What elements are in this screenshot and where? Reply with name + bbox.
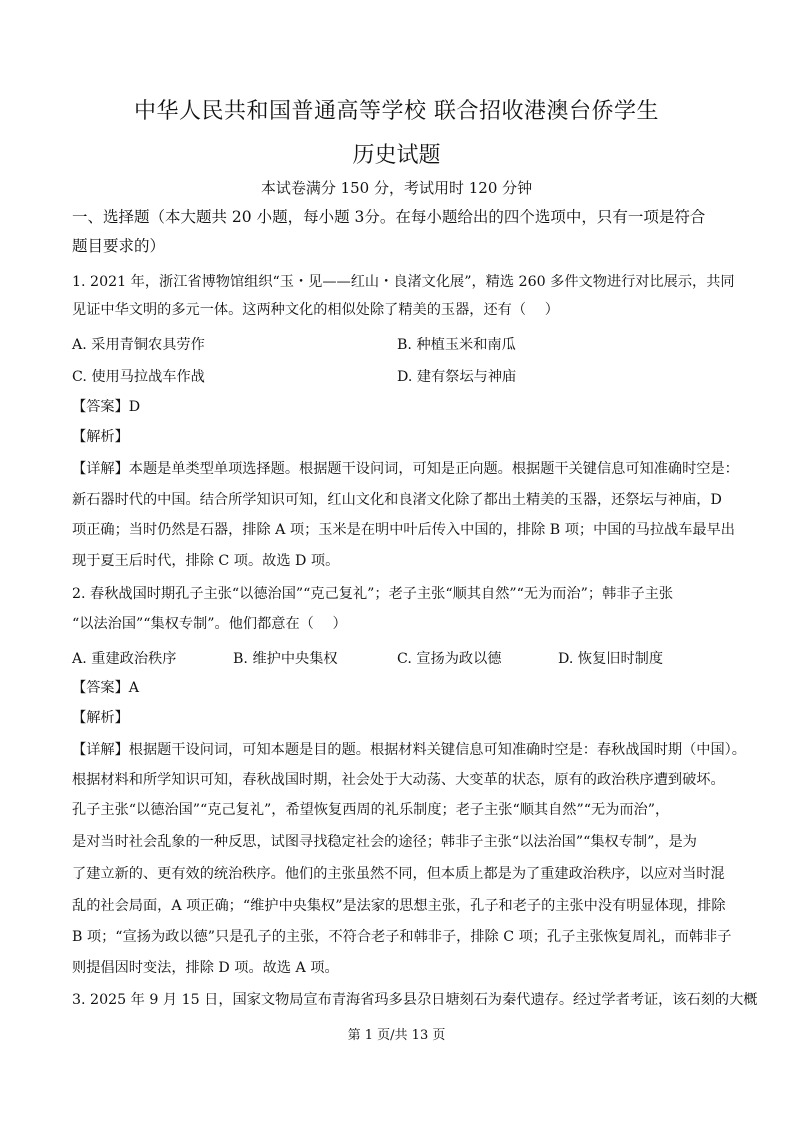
q2-stem-line2: “以法治国”“集权专制”。他们都意在（ ） xyxy=(72,616,347,632)
q2-analysis-label: 【解析】 xyxy=(72,710,129,726)
q2-option-c: C. 宣扬为政以德 xyxy=(397,651,502,667)
q1-stem-line1: 1. 2021 年，浙江省博物馆组织“玉・见——红山・良渚文化展”，精选 260 多件文物进行对比展示，共同 xyxy=(72,274,735,290)
q2-detail-line2: 根据材料和所学知识可知，春秋战国时期，社会处于大动荡、大变革的状态，原有的政治秩序遭到破坏。 xyxy=(72,772,725,788)
q1-option-a: A. 采用青铜农具劳作 xyxy=(72,337,205,353)
q2-option-b: B. 维护中央集权 xyxy=(233,651,338,667)
q2-stem-line1: 2. 春秋战国时期孔子主张“以德治国”“克己复礼”；老子主张“顺其自然”“无为而治”；韩非子主张 xyxy=(72,586,674,602)
q2-detail-line3: 孔子主张“以德治国”“克己复礼”，希望恢复西周的礼乐制度；老子主张“顺其自然”“无为而治”， xyxy=(72,802,670,818)
q1-option-d: D. 建有祭坛与神庙 xyxy=(397,369,517,385)
q1-detail-line1: 【详解】本题是单类型单项选择题。根据题干设问词，可知是正向题。根据题干关键信息可知准确时空是： xyxy=(72,461,739,477)
q2-option-a: A. 重建政治秩序 xyxy=(72,651,177,667)
q2-detail-line8: 则提倡因时变法，排除 D 项。故选 A 项。 xyxy=(72,960,339,976)
q2-answer: 【答案】A xyxy=(72,680,139,696)
q1-detail-line2: 新石器时代的中国。结合所学知识可知，红山文化和良渚文化除了都出土精美的玉器，还祭坛与神庙，D xyxy=(72,492,722,508)
section-heading-cont: 题目要求的） xyxy=(72,237,166,255)
q1-option-b: B. 种植玉米和南瓜 xyxy=(397,337,516,353)
q1-stem-line2: 见证中华文明的多元一体。这两种文化的相似处除了精美的玉器，还有（ ） xyxy=(72,302,559,318)
page-number: 第 1 页/共 13 页 xyxy=(347,1028,446,1043)
q2-detail-line1: 【详解】根据题干设问词，可知本题是目的题。根据材料关键信息可知准确时空是：春秋战国时期（中国）。 xyxy=(72,742,746,758)
q1-detail-line3: 项正确；当时仍然是石器，排除 A 项；玉米是在明中叶后传入中国的，排除 B 项；中国的马拉战车最早出 xyxy=(72,522,735,538)
q1-answer: 【答案】D xyxy=(72,399,141,415)
q2-detail-line5: 了建立新的、更有效的统治秩序。他们的主张虽然不同，但本质上都是为了重建政治秩序，以应对当时混 xyxy=(72,866,725,882)
section-heading: 一、选择题（本大题共 20 小题，每小题 3分。在每小题给出的四个选项中，只有一项是符合 xyxy=(72,208,706,226)
q1-option-c: C. 使用马拉战车作战 xyxy=(72,369,205,385)
q2-detail-line4: 是对当时社会乱象的一种反思，试图寻找稳定社会的途径；韩非子主张“以法治国”“集权专制”，是为 xyxy=(72,834,697,850)
q1-analysis-label: 【解析】 xyxy=(72,429,129,445)
q2-option-d: D. 恢复旧时制度 xyxy=(558,651,664,667)
q2-detail-line7: B 项；“宣扬为政以德”只是孔子的主张，不符合老子和韩非子，排除 C 项；孔子主张恢复周礼，而韩非子 xyxy=(72,929,732,945)
exam-note: 本试卷满分 150 分，考试用时 120 分钟 xyxy=(260,179,533,197)
q1-detail-line4: 现于夏王后时代，排除 C 项。故选 D 项。 xyxy=(72,553,340,569)
q2-detail-line6: 乱的社会局面，A 项正确；“维护中央集权”是法家的思想主张，孔子和老子的主张中没有明显体现，排除 xyxy=(72,898,726,914)
subject-title: 历史试题 xyxy=(352,143,441,168)
q3-stem-line1: 3. 2025 年 9 月 15 日，国家文物局宣布青海省玛多县尕日塘刻石为秦代遗存。经过学者考证，该石刻的大概 xyxy=(72,992,758,1008)
exam-title: 中华人民共和国普通高等学校 联合招收港澳台侨学生 xyxy=(134,99,659,124)
